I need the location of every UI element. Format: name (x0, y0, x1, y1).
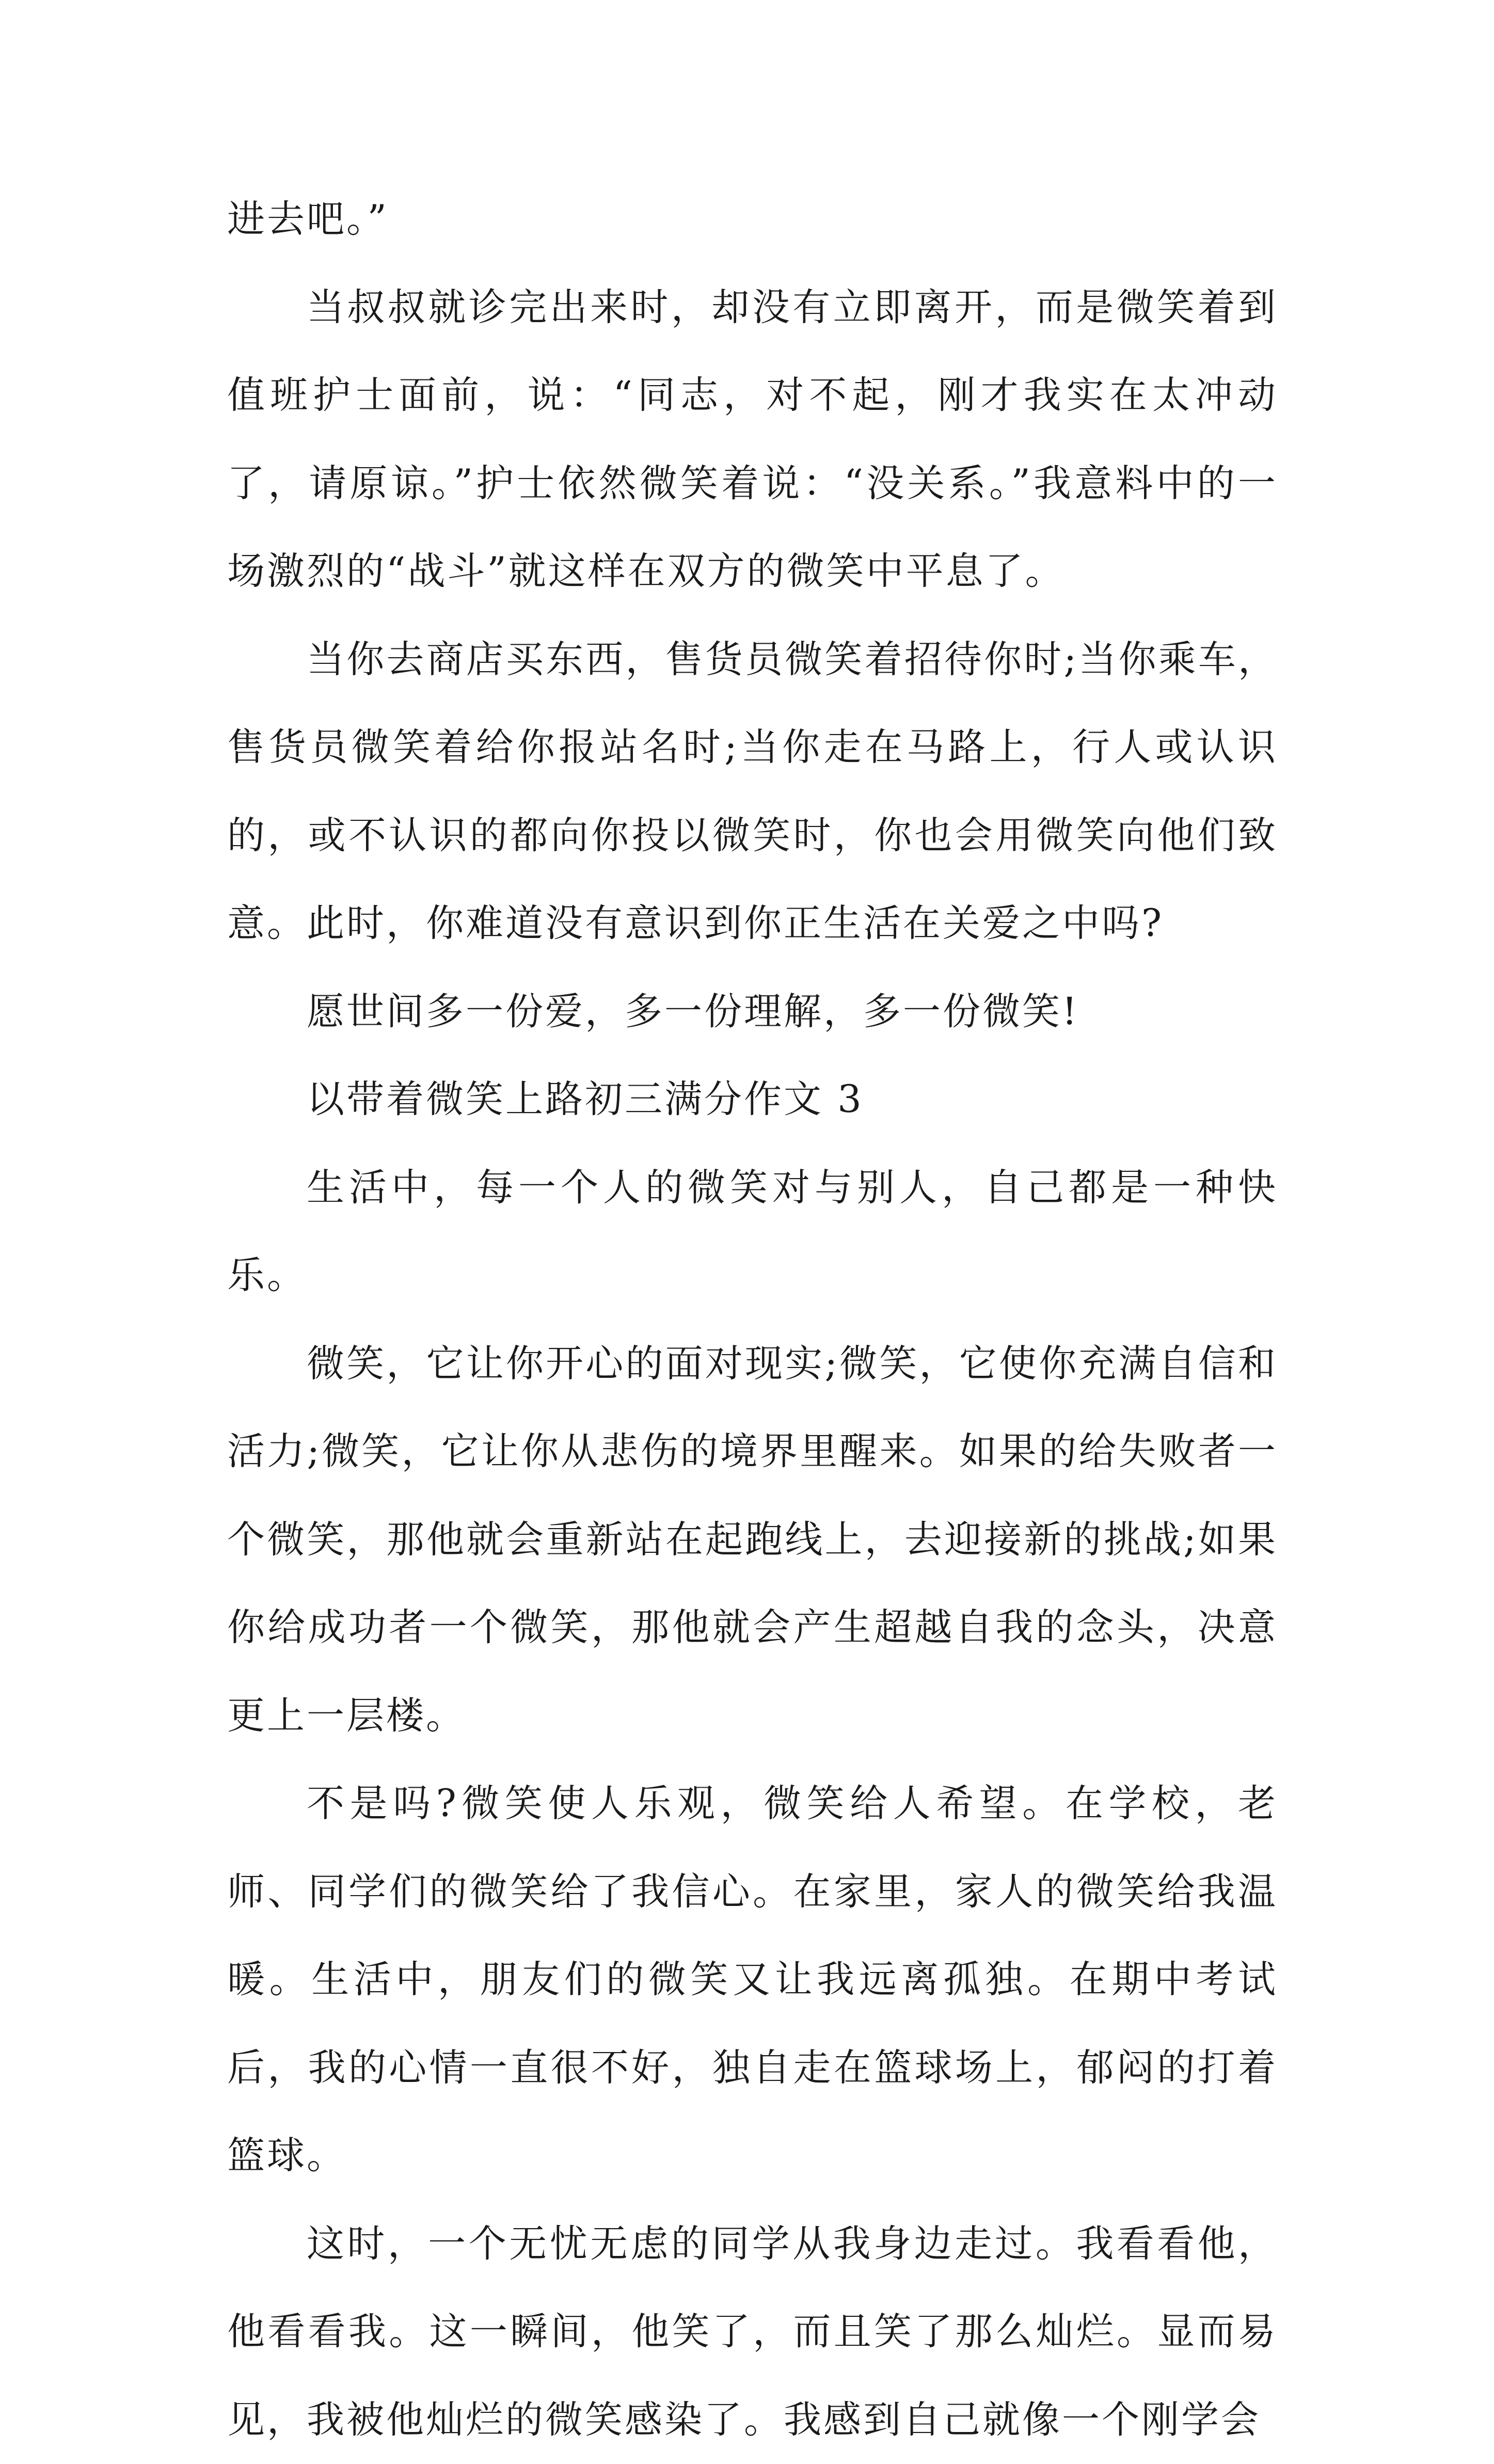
paragraph: 当叔叔就诊完出来时，却没有立即离开，而是微笑着到值班护士面前，说：“同志，对不起，刚才我实在太冲动了，请原谅。”护士依然微笑着说：“没关系。”我意料中的一场激烈的“战斗”就这样在双方的微笑中平息了。 (227, 264, 1278, 616)
paragraph: 生活中，每一个人的微笑对与别人，自己都是一种快乐。 (227, 1144, 1278, 1320)
paragraph: 进去吧。” (227, 176, 1278, 264)
paragraph: 微笑，它让你开心的面对现实;微笑，它使你充满自信和活力;微笑，它让你从悲伤的境界里醒来。如果的给失败者一个微笑，那他就会重新站在起跑线上，去迎接新的挑战;如果你给成功者一个微笑，那他就会产生超越自我的念头，决意更上一层楼。 (227, 1320, 1278, 1760)
document-body (227, 176, 1278, 2464)
section-heading: 以带着微笑上路初三满分作文 3 (227, 1056, 1278, 1144)
paragraph: 当你去商店买东西，售货员微笑着招待你时;当你乘车，售货员微笑着给你报站名时;当你走在马路上，行人或认识的，或不认识的都向你投以微笑时，你也会用微笑向他们致意。此时，你难道没有意识到你正生活在关爱之中吗? (227, 616, 1278, 968)
paragraph: 这时，一个无忧无虑的同学从我身边走过。我看看他，他看看我。这一瞬间，他笑了，而且笑了那么灿烂。显而易见，我被他灿烂的微笑感染了。我感到自己就像一个刚学会 (227, 2200, 1278, 2464)
paragraph: 愿世间多一份爱，多一份理解，多一份微笑! (227, 968, 1278, 1056)
paragraph: 不是吗?微笑使人乐观，微笑给人希望。在学校，老师、同学们的微笑给了我信心。在家里，家人的微笑给我温暖。生活中，朋友们的微笑又让我远离孤独。在期中考试后，我的心情一直很不好，独自走在篮球场上，郁闷的打着篮球。 (227, 1760, 1278, 2200)
